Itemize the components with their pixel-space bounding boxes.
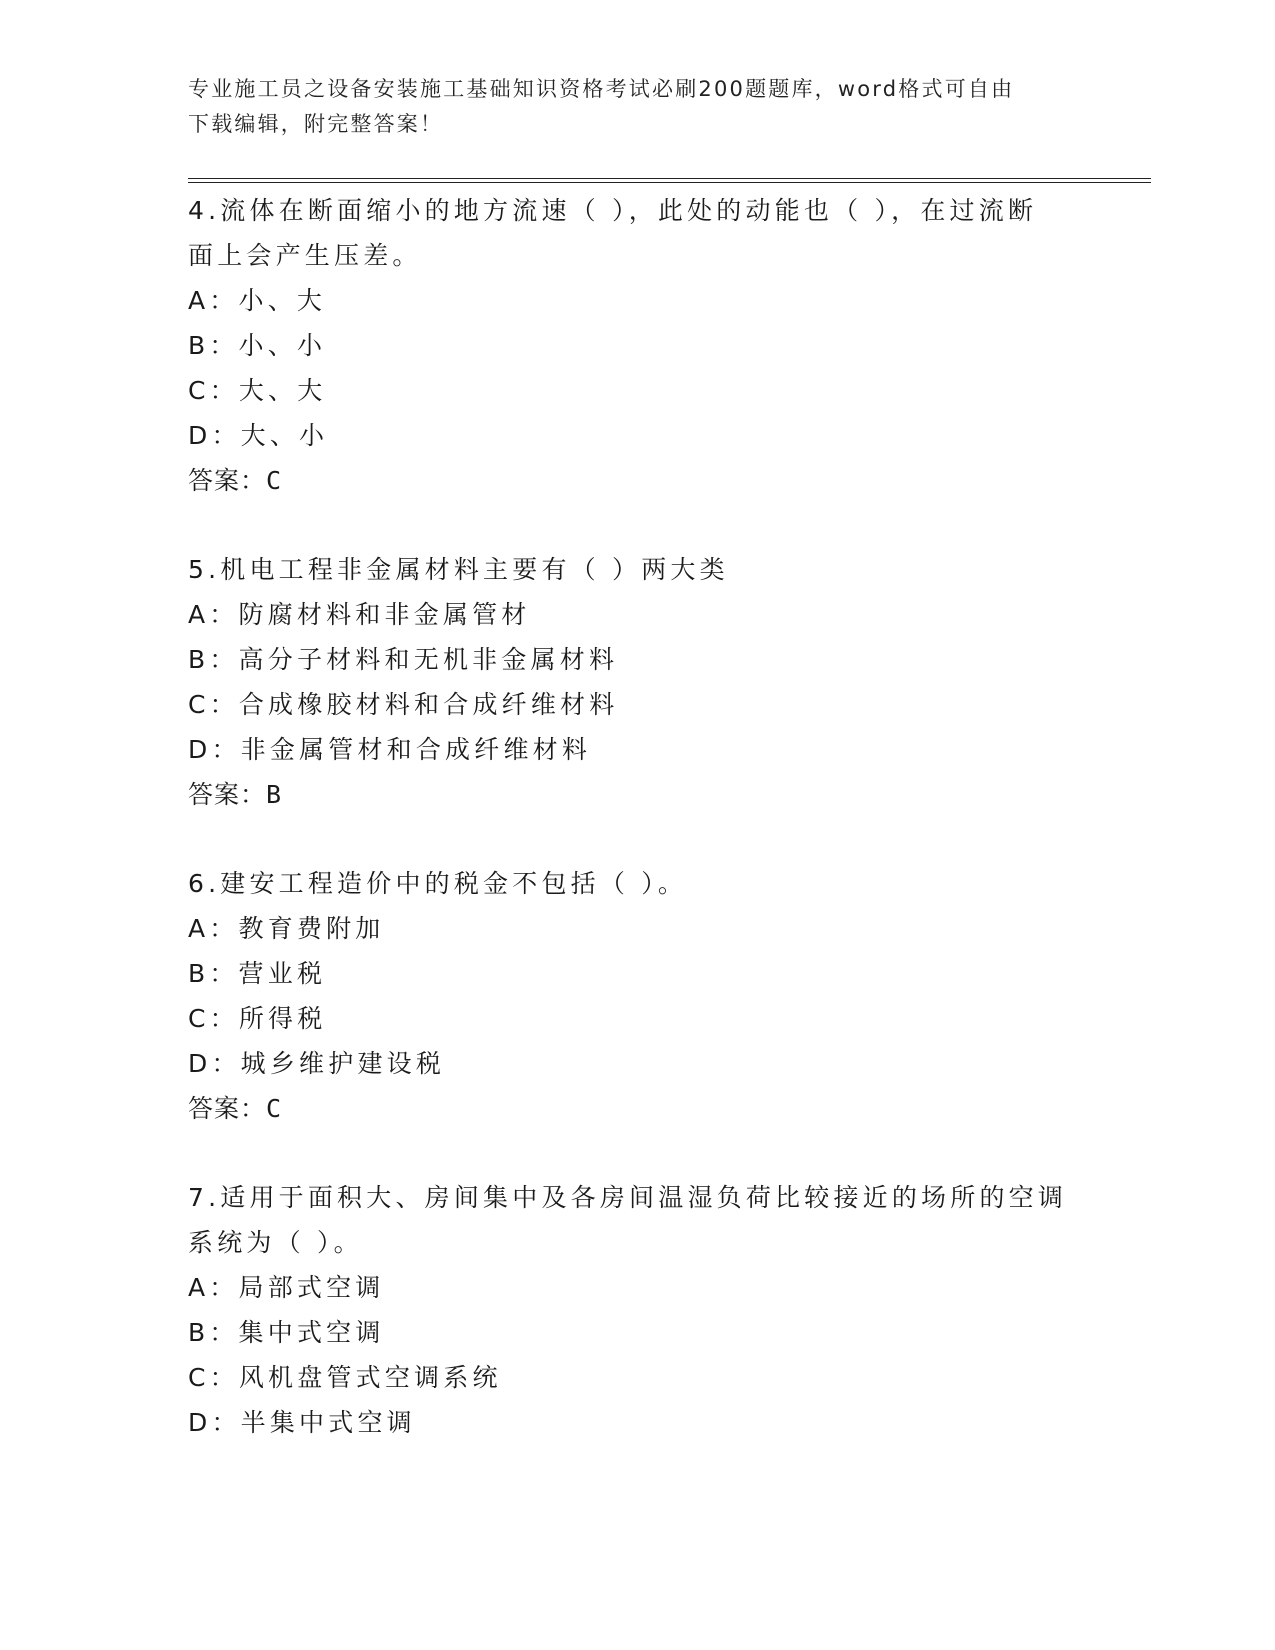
option-d: D：大、小 bbox=[188, 421, 329, 450]
question-6 bbox=[188, 861, 1088, 1131]
question-list bbox=[188, 188, 1088, 1489]
question-stem: 7.适用于面积大、房间集中及各房间温湿负荷比较接近的场所的空调 bbox=[188, 1183, 1068, 1212]
header-line-2: 下载编辑，附完整答案！ bbox=[188, 112, 444, 136]
option-a: A：小、大 bbox=[188, 286, 327, 315]
option-a: A：局部式空调 bbox=[188, 1273, 385, 1302]
option-c: C：大、大 bbox=[188, 376, 327, 405]
question-stem: 4.流体在断面缩小的地方流速（ ），此处的动能也（ ），在过流断 bbox=[188, 196, 1038, 225]
header-divider-top bbox=[188, 178, 1151, 179]
answer: 答案：C bbox=[188, 1094, 283, 1123]
option-b: B：集中式空调 bbox=[188, 1318, 385, 1347]
document-header bbox=[188, 72, 1068, 142]
question-stem: 6.建安工程造价中的税金不包括（ ）。 bbox=[188, 869, 688, 898]
header-line-1: 专业施工员之设备安装施工基础知识资格考试必刷200题题库，word格式可自由 bbox=[188, 77, 1015, 101]
question-7 bbox=[188, 1175, 1088, 1445]
question-stem: 5.机电工程非金属材料主要有（ ）两大类 bbox=[188, 555, 729, 584]
question-stem-continued: 系统为（ ）。 bbox=[188, 1228, 363, 1257]
option-c: C：风机盘管式空调系统 bbox=[188, 1363, 502, 1392]
option-b: B：高分子材料和无机非金属材料 bbox=[188, 645, 619, 674]
option-c: C：合成橡胶材料和合成纤维材料 bbox=[188, 690, 619, 719]
question-5 bbox=[188, 547, 1088, 817]
answer: 答案：B bbox=[188, 780, 283, 809]
option-b: B：小、小 bbox=[188, 331, 327, 360]
option-a: A：防腐材料和非金属管材 bbox=[188, 600, 531, 629]
option-d: D：城乡维护建设税 bbox=[188, 1049, 446, 1078]
option-a: A：教育费附加 bbox=[188, 914, 385, 943]
question-stem-continued: 面上会产生压差。 bbox=[188, 241, 422, 270]
option-c: C：所得税 bbox=[188, 1004, 327, 1033]
answer: 答案：C bbox=[188, 466, 283, 495]
option-d: D：非金属管材和合成纤维材料 bbox=[188, 735, 592, 764]
header-divider-bottom bbox=[188, 182, 1151, 183]
option-b: B：营业税 bbox=[188, 959, 327, 988]
question-4 bbox=[188, 188, 1088, 503]
option-d: D：半集中式空调 bbox=[188, 1408, 416, 1437]
